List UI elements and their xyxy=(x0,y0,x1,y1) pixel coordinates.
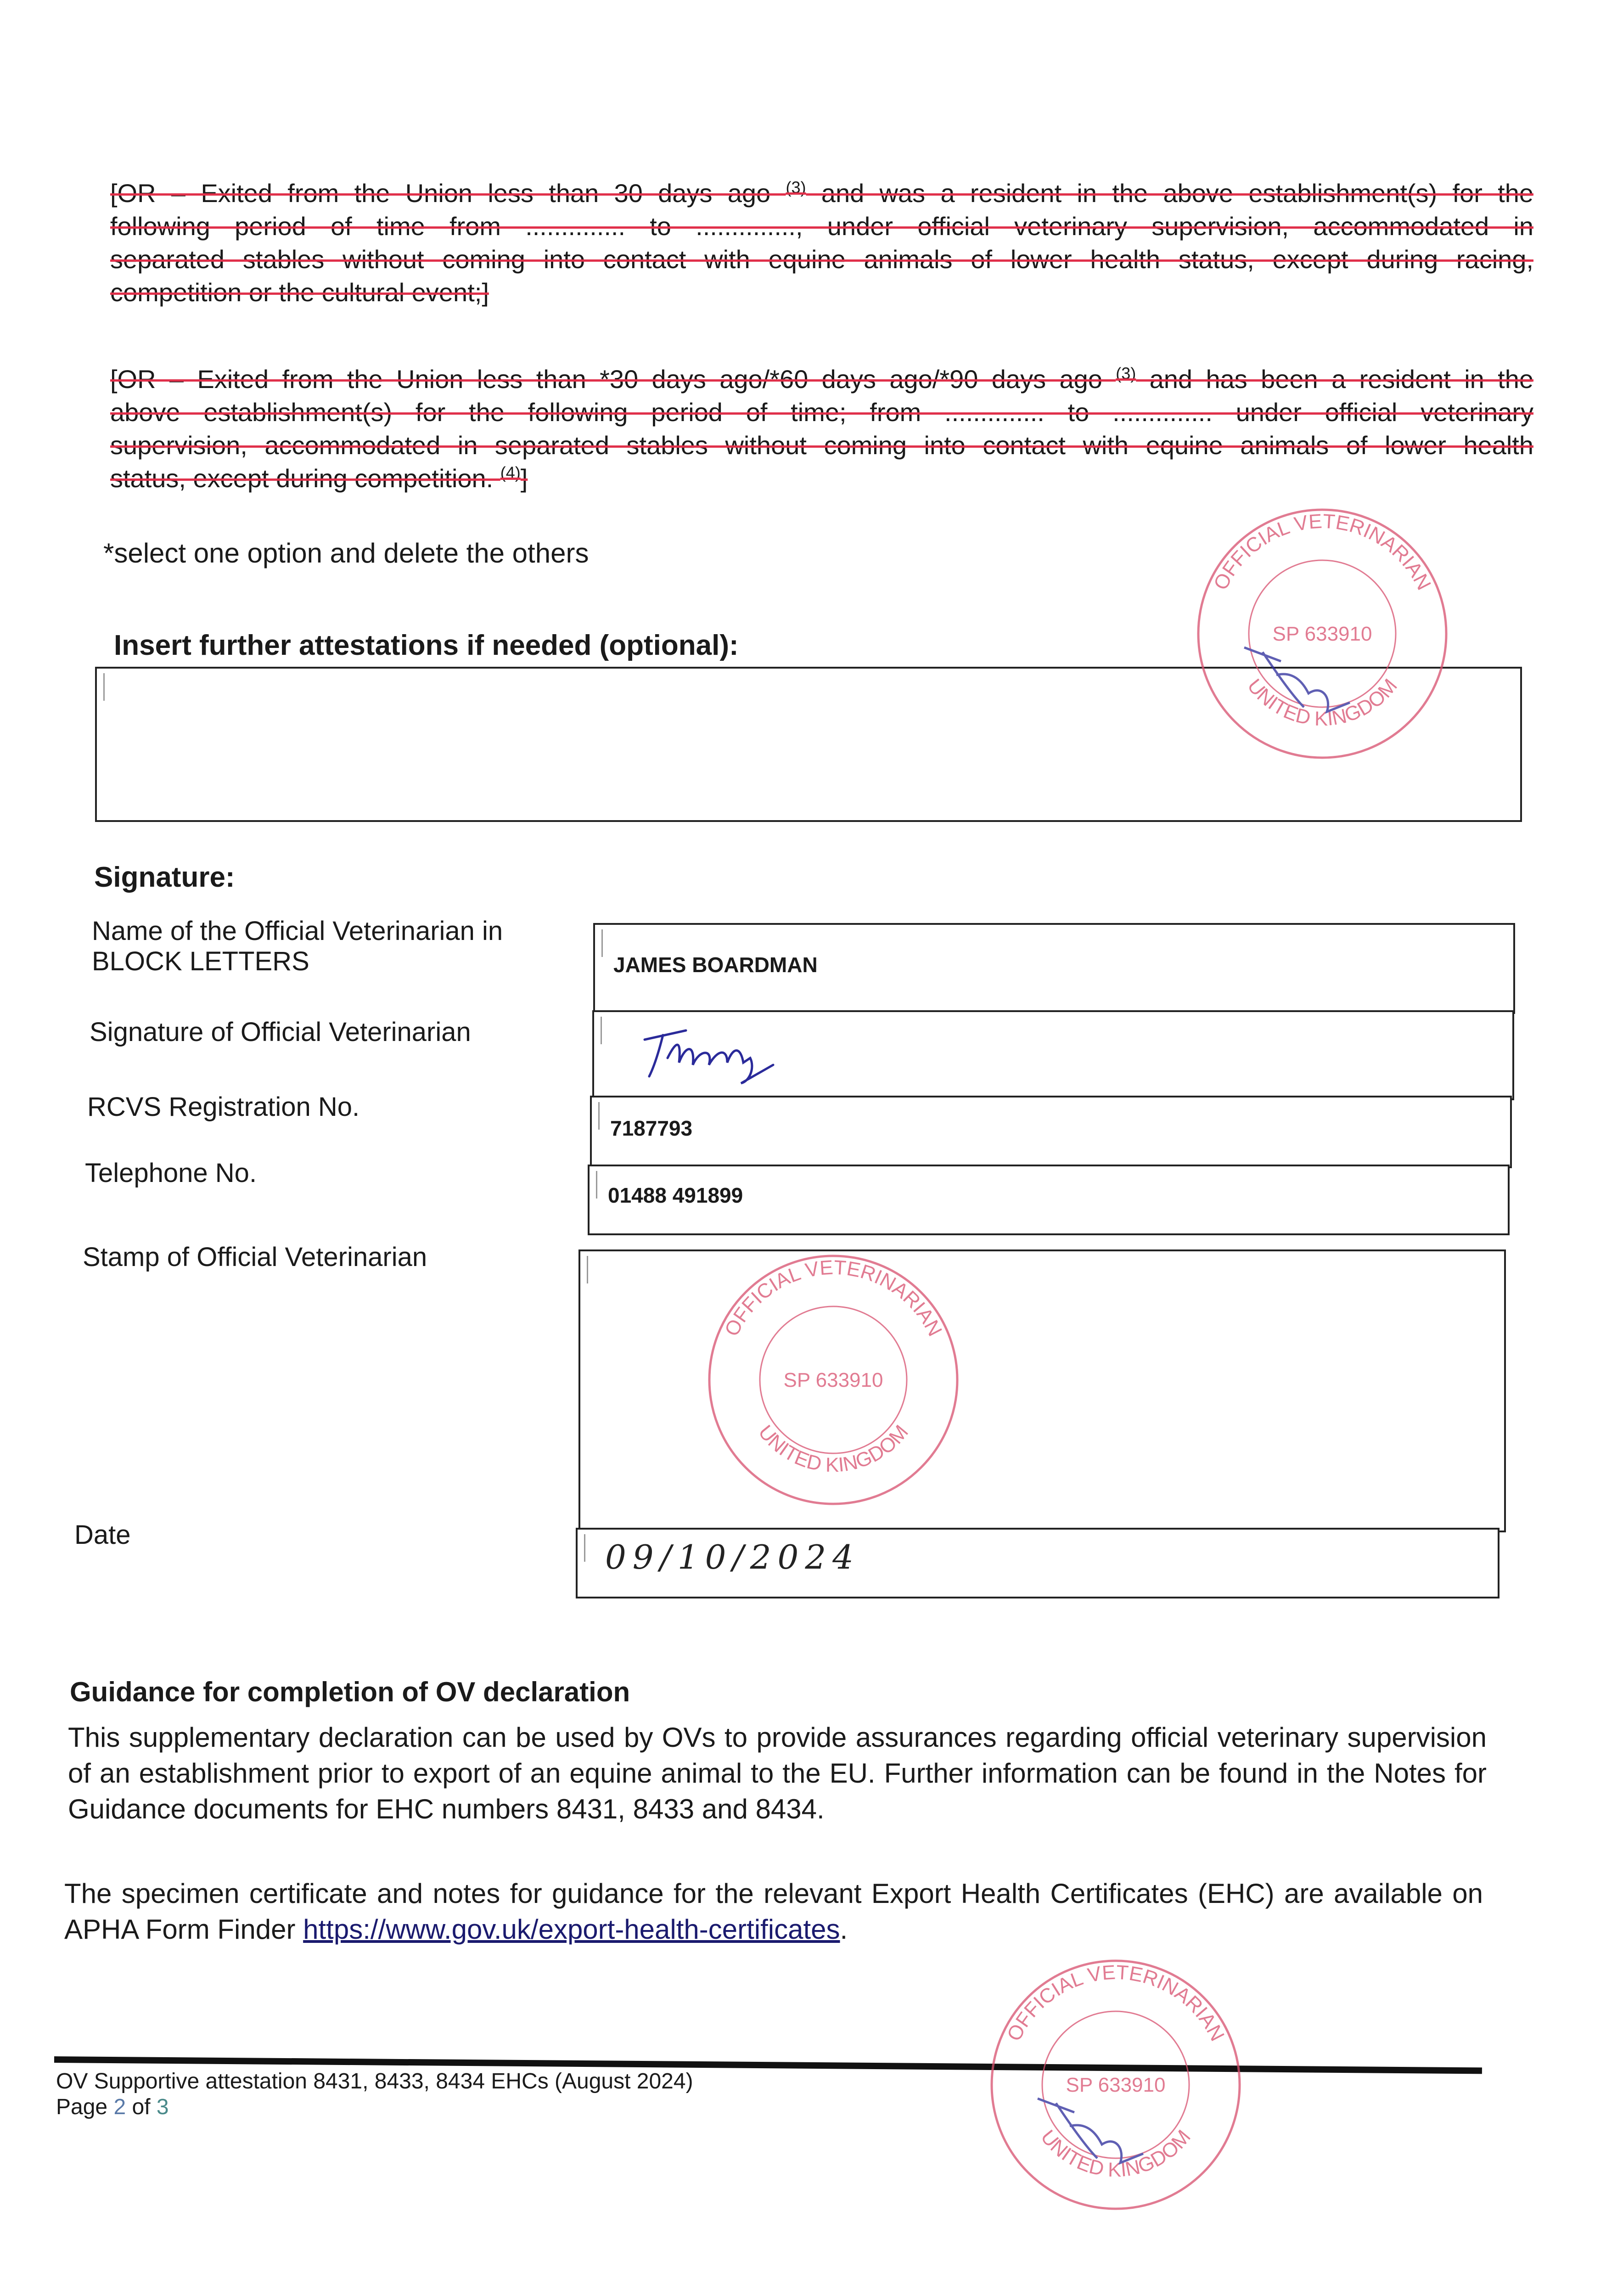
svg-text:UNITED KINGDOM xyxy=(1243,675,1402,730)
line-text: ] xyxy=(520,464,528,493)
official-veterinarian-stamp-icon xyxy=(1194,505,1451,762)
name-label xyxy=(92,916,503,977)
official-veterinarian-stamp-icon xyxy=(705,1251,962,1508)
svg-text:OFFICIAL VETERINARIAN xyxy=(1003,1961,1229,2045)
stamp-top-right xyxy=(1194,505,1451,765)
line-text: supervision, accommodated in separated stables without coming into contact with equine animals of lower health xyxy=(110,431,1533,460)
guidance-paragraph-2 xyxy=(64,1876,1483,1947)
svg-text:UNITED KINGDOM xyxy=(754,1421,913,1476)
stamp-top-text: OFFICIAL VETERINARIAN xyxy=(1209,510,1436,594)
telephone-label: Telephone No. xyxy=(85,1158,257,1188)
guidance-heading: Guidance for completion of OV declaration xyxy=(70,1677,630,1707)
page-word: Page xyxy=(56,2095,108,2119)
official-veterinarian-stamp-icon xyxy=(987,1956,1244,2213)
text-cursor xyxy=(601,1017,602,1044)
struck-line xyxy=(110,243,1533,276)
stamp-number: SP 633910 xyxy=(783,1369,883,1391)
name-value: JAMES BOARDMAN xyxy=(613,953,818,977)
stamp-number: SP 633910 xyxy=(1066,2074,1166,2096)
struck-paragraph-2 xyxy=(110,363,1533,495)
export-health-certificates-link[interactable]: https://www.gov.uk/export-health-certificates xyxy=(303,1914,840,1945)
stamp-bottom-text: UNITED KINGDOM xyxy=(1243,675,1402,731)
footnote-ref: (3) xyxy=(786,178,806,197)
page-number xyxy=(56,2094,693,2120)
signature-heading: Signature: xyxy=(94,861,235,893)
stamp-top-text: OFFICIAL VETERINARIAN xyxy=(1002,1961,1229,2045)
telephone-field[interactable] xyxy=(588,1165,1510,1235)
handwritten-signature xyxy=(635,1021,782,1086)
struck-line xyxy=(110,363,1533,396)
footer xyxy=(56,2069,693,2120)
line-text: and was a resident in the above establishment(s) for the xyxy=(806,179,1533,208)
telephone-value: 01488 491899 xyxy=(608,1183,743,1207)
line-text: separated stables without coming into contact with equine animals of lower health status, except during racing, xyxy=(110,245,1533,274)
line-text: [OR – Exited from the Union less than 30 days ago xyxy=(110,179,786,208)
page-current: 2 xyxy=(113,2095,126,2119)
period: . xyxy=(840,1914,848,1945)
stamp-top-text: OFFICIAL VETERINARIAN xyxy=(720,1256,947,1340)
line-text: and has been a resident in the xyxy=(1136,365,1534,394)
line-text: status, except during competition. xyxy=(110,464,500,493)
text-cursor xyxy=(596,1171,597,1199)
further-attestations-heading: Insert further attestations if needed (optional): xyxy=(114,630,739,661)
struck-paragraph-1 xyxy=(110,177,1533,309)
footnote-ref: (4) xyxy=(500,463,521,482)
svg-text:UNITED KINGDOM xyxy=(1036,2126,1195,2181)
stamp-label: Stamp of Official Veterinarian xyxy=(83,1242,427,1272)
stamp-official xyxy=(705,1251,962,1511)
svg-text:OFFICIAL VETERINARIAN xyxy=(720,1256,946,1340)
text-cursor xyxy=(103,673,105,701)
rcvs-field[interactable] xyxy=(590,1096,1512,1168)
struck-line xyxy=(110,429,1533,462)
name-label-line1: Name of the Official Veterinarian in xyxy=(92,916,503,946)
line-text: [OR – Exited from the Union less than *30 days ago/*60 days ago/*90 days ago xyxy=(110,365,1116,394)
rcvs-value: 7187793 xyxy=(610,1116,693,1140)
date-field[interactable] xyxy=(576,1528,1499,1598)
text-cursor xyxy=(598,1102,600,1130)
stamp-footer xyxy=(987,1956,1244,2216)
guidance-paragraph-1: This supplementary declaration can be used by OVs to provide assurances regarding official veterinary supervision of an establishment prior to export of an equine animal to the EU. Further information can be found in the Notes for Guidance documents for EHC numbers 8431, 8433 and 8434. xyxy=(68,1722,1487,1824)
signature-label: Signature of Official Veterinarian xyxy=(90,1017,471,1047)
text-cursor xyxy=(601,929,603,957)
signature-field[interactable] xyxy=(592,1010,1514,1100)
text-cursor xyxy=(587,1256,588,1283)
select-note: *select one option and delete the others xyxy=(103,538,589,568)
page-total: 3 xyxy=(156,2095,169,2119)
struck-line xyxy=(110,396,1533,429)
text-cursor xyxy=(584,1534,585,1562)
name-field[interactable] xyxy=(593,923,1515,1014)
of-word: of xyxy=(132,2095,151,2119)
footer-title: OV Supportive attestation 8431, 8433, 8434 EHCs (August 2024) xyxy=(56,2069,693,2093)
footnote-ref: (3) xyxy=(1116,364,1136,383)
struck-line xyxy=(110,210,1533,243)
line-text: above establishment(s) for the following period of time; from .............. to .............. under official veterinary xyxy=(110,398,1533,427)
rcvs-label: RCVS Registration No. xyxy=(87,1092,360,1122)
date-value: 09/10/2024 xyxy=(605,1538,860,1576)
struck-line xyxy=(110,177,1533,210)
stamp-bottom-text: UNITED KINGDOM xyxy=(1036,2126,1195,2182)
date-label: Date xyxy=(74,1520,131,1550)
svg-text:OFFICIAL VETERINARIAN xyxy=(1209,510,1435,594)
name-label-line2: BLOCK LETTERS xyxy=(92,946,309,976)
line-text: following period of time from .............. to .............., under official veterinary supervision, accommodated in xyxy=(110,212,1533,241)
struck-line xyxy=(110,276,1533,309)
struck-line xyxy=(110,462,1533,495)
stamp-number: SP 633910 xyxy=(1272,623,1372,645)
line-text: competition or the cultural event;] xyxy=(110,278,489,307)
guidance-paragraph-2-text: The specimen certificate and notes for guidance for the relevant Export Health Certificates (EHC) are available on APHA Form Finder xyxy=(64,1878,1483,1945)
stamp-bottom-text: UNITED KINGDOM xyxy=(754,1421,913,1477)
